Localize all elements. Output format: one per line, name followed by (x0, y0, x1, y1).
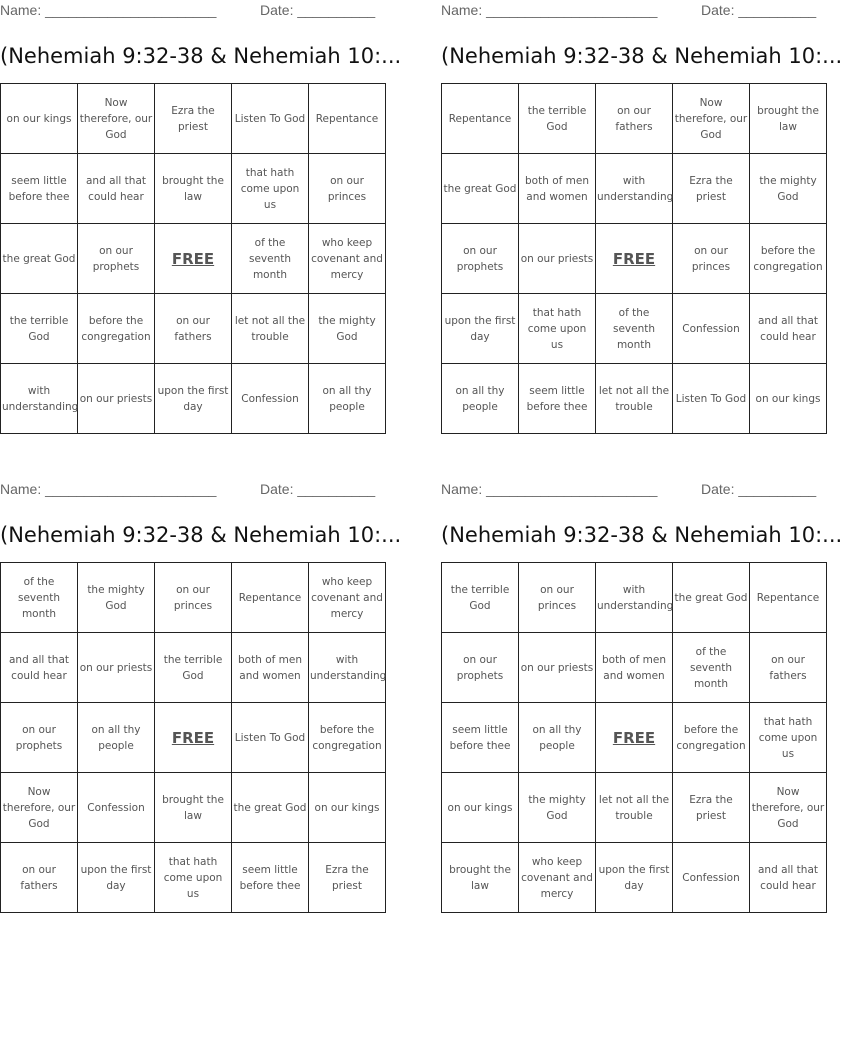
bingo-cell: upon the first day (596, 843, 673, 913)
bingo-row (442, 703, 827, 773)
bingo-cell: who keep covenant and mercy (519, 843, 596, 913)
bingo-cell: on our priests (78, 364, 155, 434)
date-field-label: Date: __________ (260, 2, 376, 18)
bingo-cell: with understanding (1, 364, 78, 434)
bingo-row (1, 843, 386, 913)
bingo-cell: Confession (673, 843, 750, 913)
bingo-cell: of the seventh month (673, 633, 750, 703)
card-title: (Nehemiah 9:32-38 & Nehemiah 10:... (0, 523, 402, 547)
bingo-cell: that hath come upon us (750, 703, 827, 773)
name-field-label: Name: ______________________ (441, 2, 658, 18)
bingo-cell: brought the law (442, 843, 519, 913)
card-header (441, 0, 817, 22)
bingo-cell: on our prophets (1, 703, 78, 773)
bingo-cell: on all thy people (78, 703, 155, 773)
bingo-cell: on our kings (1, 84, 78, 154)
bingo-card (441, 479, 842, 913)
bingo-cell: on our fathers (750, 633, 827, 703)
bingo-cell: let not all the trouble (232, 294, 309, 364)
bingo-row (442, 633, 827, 703)
bingo-cell: with understanding (596, 563, 673, 633)
bingo-cell: Confession (78, 773, 155, 843)
bingo-row (442, 294, 827, 364)
bingo-row (442, 843, 827, 913)
bingo-cell: let not all the trouble (596, 364, 673, 434)
date-field-label: Date: __________ (260, 481, 376, 497)
bingo-cell: the terrible God (155, 633, 232, 703)
bingo-row (1, 563, 386, 633)
bingo-cell: on our kings (442, 773, 519, 843)
bingo-cell: that hath come upon us (232, 154, 309, 224)
bingo-cell: Repentance (442, 84, 519, 154)
bingo-row (442, 84, 827, 154)
bingo-cell: and all that could hear (78, 154, 155, 224)
bingo-cell: seem little before thee (519, 364, 596, 434)
bingo-cell: before the congregation (309, 703, 386, 773)
date-field-label: Date: __________ (701, 2, 817, 18)
bingo-cell: before the congregation (78, 294, 155, 364)
bingo-row (1, 364, 386, 434)
bingo-cell: of the seventh month (596, 294, 673, 364)
bingo-cell: brought the law (155, 773, 232, 843)
bingo-cell: both of men and women (232, 633, 309, 703)
name-field-label: Name: ______________________ (0, 2, 217, 18)
bingo-row (442, 773, 827, 843)
bingo-cell: let not all the trouble (596, 773, 673, 843)
bingo-cell: Now therefore, our God (750, 773, 827, 843)
bingo-cell: Repentance (232, 563, 309, 633)
bingo-cell: on our princes (155, 563, 232, 633)
bingo-cell: and all that could hear (750, 843, 827, 913)
bingo-cell: before the congregation (750, 224, 827, 294)
bingo-cell: on our princes (673, 224, 750, 294)
bingo-cell: the mighty God (78, 563, 155, 633)
bingo-cell: Ezra the priest (155, 84, 232, 154)
card-title: (Nehemiah 9:32-38 & Nehemiah 10:... (441, 44, 842, 68)
bingo-row (1, 773, 386, 843)
bingo-grid (0, 83, 386, 434)
bingo-cell: Listen To God (673, 364, 750, 434)
bingo-grid (441, 562, 827, 913)
date-field-label: Date: __________ (701, 481, 817, 497)
bingo-cell: Repentance (309, 84, 386, 154)
bingo-grid (441, 83, 827, 434)
bingo-cell: the mighty God (750, 154, 827, 224)
bingo-cell: on our fathers (1, 843, 78, 913)
bingo-cell: Ezra the priest (309, 843, 386, 913)
bingo-cell: on all thy people (442, 364, 519, 434)
bingo-cell: Confession (673, 294, 750, 364)
bingo-cell: and all that could hear (750, 294, 827, 364)
bingo-cell: upon the first day (155, 364, 232, 434)
bingo-cell: who keep covenant and mercy (309, 224, 386, 294)
bingo-cell: before the congregation (673, 703, 750, 773)
name-field-label: Name: ______________________ (441, 481, 658, 497)
bingo-cell: of the seventh month (232, 224, 309, 294)
bingo-cell: the mighty God (309, 294, 386, 364)
bingo-cell: Repentance (750, 563, 827, 633)
bingo-grid (0, 562, 386, 913)
bingo-cell: the terrible God (1, 294, 78, 364)
bingo-cell: on our priests (78, 633, 155, 703)
bingo-cell: on our kings (309, 773, 386, 843)
bingo-cell: and all that could hear (1, 633, 78, 703)
bingo-cell: on our kings (750, 364, 827, 434)
bingo-row (1, 294, 386, 364)
bingo-cell: seem little before thee (232, 843, 309, 913)
free-space: FREE (155, 703, 232, 773)
bingo-row (442, 154, 827, 224)
free-space: FREE (596, 224, 673, 294)
bingo-cell: on all thy people (309, 364, 386, 434)
bingo-cell: on our fathers (155, 294, 232, 364)
name-field-label: Name: ______________________ (0, 481, 217, 497)
bingo-row (1, 633, 386, 703)
bingo-row (442, 224, 827, 294)
bingo-cell: Now therefore, our God (1, 773, 78, 843)
bingo-cell: Listen To God (232, 703, 309, 773)
bingo-cell: on our priests (519, 633, 596, 703)
bingo-cell: seem little before thee (442, 703, 519, 773)
bingo-cell: the great God (673, 563, 750, 633)
bingo-card (0, 0, 402, 434)
bingo-cell: Confession (232, 364, 309, 434)
bingo-cell: seem little before thee (1, 154, 78, 224)
bingo-cell: who keep covenant and mercy (309, 563, 386, 633)
bingo-cell: Now therefore, our God (673, 84, 750, 154)
bingo-row (442, 364, 827, 434)
bingo-cell: on our princes (309, 154, 386, 224)
bingo-cell: that hath come upon us (155, 843, 232, 913)
card-header (0, 479, 376, 501)
bingo-cell: on our prophets (442, 633, 519, 703)
bingo-cell: Now therefore, our God (78, 84, 155, 154)
bingo-card (0, 479, 402, 913)
bingo-cell: the terrible God (519, 84, 596, 154)
bingo-cell: on our prophets (78, 224, 155, 294)
bingo-cell: on all thy people (519, 703, 596, 773)
free-space: FREE (155, 224, 232, 294)
bingo-cell: Ezra the priest (673, 773, 750, 843)
bingo-cell: Ezra the priest (673, 154, 750, 224)
bingo-cell: on our fathers (596, 84, 673, 154)
bingo-row (1, 224, 386, 294)
bingo-cell: the great God (232, 773, 309, 843)
bingo-cell: upon the first day (442, 294, 519, 364)
free-space: FREE (596, 703, 673, 773)
bingo-cell: on our prophets (442, 224, 519, 294)
bingo-cell: Listen To God (232, 84, 309, 154)
card-header (441, 479, 817, 501)
bingo-cell: brought the law (155, 154, 232, 224)
bingo-cell: the great God (442, 154, 519, 224)
bingo-row (442, 563, 827, 633)
bingo-row (1, 154, 386, 224)
bingo-cell: with understanding (309, 633, 386, 703)
bingo-cell: of the seventh month (1, 563, 78, 633)
bingo-cell: the great God (1, 224, 78, 294)
bingo-cell: brought the law (750, 84, 827, 154)
bingo-card (441, 0, 842, 434)
bingo-cell: on our priests (519, 224, 596, 294)
card-title: (Nehemiah 9:32-38 & Nehemiah 10:... (0, 44, 402, 68)
bingo-cell: both of men and women (596, 633, 673, 703)
bingo-row (1, 84, 386, 154)
card-title: (Nehemiah 9:32-38 & Nehemiah 10:... (441, 523, 842, 547)
bingo-cell: the mighty God (519, 773, 596, 843)
bingo-cell: that hath come upon us (519, 294, 596, 364)
bingo-cell: on our princes (519, 563, 596, 633)
bingo-cell: both of men and women (519, 154, 596, 224)
bingo-cell: upon the first day (78, 843, 155, 913)
card-header (0, 0, 376, 22)
bingo-row (1, 703, 386, 773)
bingo-cell: the terrible God (442, 563, 519, 633)
bingo-cell: with understanding (596, 154, 673, 224)
